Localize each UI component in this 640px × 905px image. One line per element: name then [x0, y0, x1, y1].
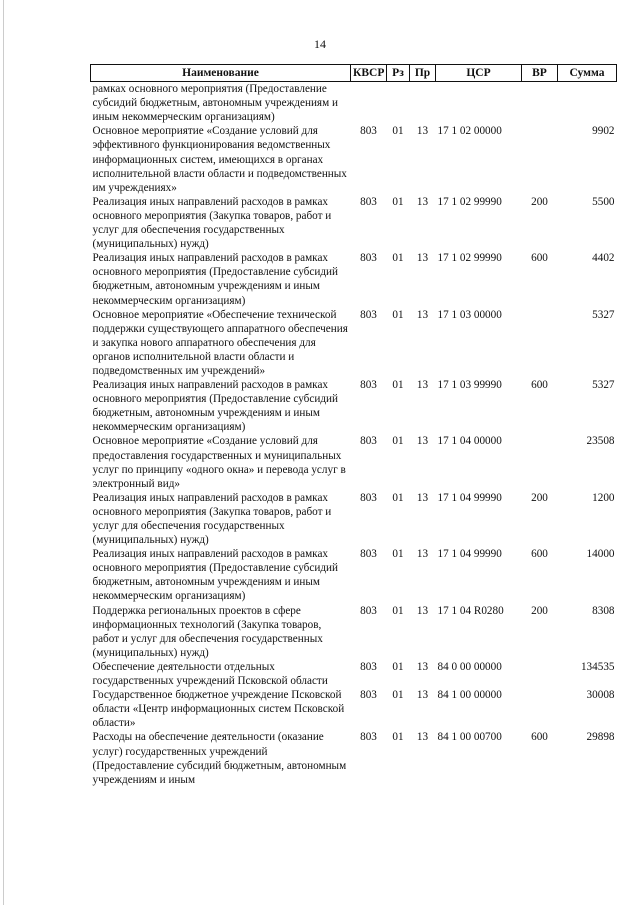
row-name-cell: Реализация иных направлений расходов в рамках основного мероприятия (Предоставление субсидий бюджетным, автономным учреждениям и иным некоммерческим организациям) — [92, 252, 338, 307]
row-vr-cell — [522, 660, 558, 688]
row-vr-cell — [522, 688, 558, 730]
row-csr-cell: 17 1 04 99990 — [437, 548, 502, 561]
row-sum-cell: 134535 — [580, 660, 615, 673]
row-name-cell: Государственное бюджетное учреждение Псковской области «Центр информационных систем Псковской области» — [92, 689, 345, 730]
row-rz-cell: 01 — [392, 491, 404, 504]
table-row — [91, 124, 617, 194]
row-kvsr-cell: 803 — [360, 195, 377, 208]
row-rz-cell: 01 — [392, 604, 404, 617]
table-row — [91, 195, 617, 251]
row-csr-cell — [436, 82, 522, 125]
row-name-cell: Реализация иных направлений расходов в рамках основного мероприятия (Предоставление субсидий бюджетным, автономным учреждениям и иным некоммерческим организациям) — [92, 548, 338, 603]
table-row — [91, 730, 617, 786]
table-row — [91, 308, 617, 378]
row-vr-cell: 600 — [531, 379, 548, 392]
row-kvsr-cell: 803 — [360, 731, 377, 744]
header-vr: ВР — [522, 65, 558, 82]
row-kvsr-cell: 803 — [360, 308, 377, 321]
table-header — [91, 65, 617, 82]
row-kvsr-cell: 803 — [360, 125, 377, 138]
row-sum-cell: 4402 — [592, 252, 615, 265]
row-sum-cell: 8308 — [592, 604, 615, 617]
header-sum: Сумма — [558, 65, 617, 82]
row-csr-cell: 17 1 02 99990 — [437, 252, 502, 265]
row-name-cell: Реализация иных направлений расходов в рамках основного мероприятия (Закупка товаров, работ и услуг для обеспечения государственных (муниципальных) нужд) — [92, 195, 332, 251]
row-name-cell: Реализация иных направлений расходов в рамках основного мероприятия (Закупка товаров, работ и услуг для обеспечения государственных (муниципальных) нужд) — [92, 491, 332, 547]
row-csr-cell: 17 1 03 00000 — [437, 308, 502, 321]
row-sum-cell: 5327 — [592, 308, 615, 321]
row-vr-cell — [522, 434, 558, 490]
row-rz-cell: 01 — [392, 125, 404, 138]
row-rz-cell: 01 — [392, 660, 404, 673]
table-row — [91, 82, 617, 125]
row-vr-cell: 200 — [531, 195, 548, 208]
row-name-cell: Основное мероприятие «Создание условий для предоставления государственных и муниципальных услуг по принципу «одного окна» и перевода услуг в электронный вид» — [92, 435, 346, 490]
row-sum-cell: 5327 — [592, 379, 615, 392]
row-sum-cell: 9902 — [592, 125, 615, 138]
row-sum-cell: 1200 — [592, 491, 615, 504]
table-row — [91, 491, 617, 547]
row-name-cell: Обеспечение деятельности отдельных государственных учреждений Псковской области — [92, 660, 328, 688]
row-rz-cell: 01 — [392, 252, 404, 265]
row-name-cell: рамках основного мероприятия (Предоставление субсидий бюджетным, автономным учреждениям и иным некоммерческим организациям) — [92, 83, 338, 124]
row-pr-cell — [410, 82, 436, 125]
row-csr-cell: 17 1 02 99990 — [437, 195, 502, 208]
row-rz-cell: 01 — [392, 548, 404, 561]
row-kvsr-cell: 803 — [360, 604, 377, 617]
row-kvsr-cell: 803 — [360, 252, 377, 265]
row-pr-cell: 13 — [416, 195, 429, 208]
row-kvsr-cell — [351, 82, 387, 125]
row-pr-cell: 13 — [416, 435, 429, 448]
header-rz: Рз — [387, 65, 410, 82]
row-pr-cell: 13 — [416, 604, 429, 617]
header-name: Наименование — [91, 65, 351, 82]
row-rz-cell: 01 — [392, 308, 404, 321]
row-kvsr-cell: 803 — [360, 435, 377, 448]
row-vr-cell: 200 — [531, 604, 548, 617]
row-pr-cell: 13 — [416, 252, 429, 265]
row-vr-cell — [522, 308, 558, 378]
row-pr-cell: 13 — [416, 548, 429, 561]
row-rz-cell: 01 — [392, 195, 404, 208]
row-csr-cell: 84 1 00 00700 — [437, 731, 502, 744]
row-pr-cell: 13 — [416, 660, 429, 673]
row-pr-cell: 13 — [416, 379, 429, 392]
row-name-cell: Поддержка региональных проектов в сфере информационных технологий (Закупка товаров, работ и услуг для обеспечения государственных (муниципальных) нужд) — [92, 604, 323, 659]
row-kvsr-cell: 803 — [360, 379, 377, 392]
row-vr-cell: 600 — [531, 731, 548, 744]
row-rz-cell — [387, 82, 410, 125]
row-kvsr-cell: 803 — [360, 660, 377, 673]
row-vr-cell: 200 — [531, 491, 548, 504]
row-kvsr-cell: 803 — [360, 689, 377, 702]
row-rz-cell: 01 — [392, 731, 404, 744]
table-row — [91, 434, 617, 490]
row-kvsr-cell: 803 — [360, 491, 377, 504]
table-body — [91, 82, 617, 787]
table-row — [91, 660, 617, 688]
row-sum-cell: 30008 — [586, 689, 615, 702]
table-row — [91, 251, 617, 307]
row-rz-cell: 01 — [392, 689, 404, 702]
row-vr-cell — [522, 124, 558, 194]
row-name-cell: Расходы на обеспечение деятельности (оказание услуг) государственных учреждений (Предоставление субсидий бюджетным, автономным учреждениям и иным — [92, 731, 347, 786]
row-csr-cell: 17 1 04 R0280 — [437, 604, 504, 617]
row-pr-cell: 13 — [416, 689, 429, 702]
row-rz-cell: 01 — [392, 435, 404, 448]
row-sum-cell — [558, 82, 617, 125]
row-vr-cell: 600 — [531, 548, 548, 561]
row-vr-cell — [522, 82, 558, 125]
header-pr: Пр — [410, 65, 436, 82]
header-csr: ЦСР — [436, 65, 522, 82]
header-kvsr: КВСР — [351, 65, 387, 82]
row-name-cell: Реализация иных направлений расходов в рамках основного мероприятия (Предоставление субсидий бюджетным, автономным учреждениям и иным некоммерческим организациям) — [92, 379, 338, 434]
row-rz-cell: 01 — [392, 379, 404, 392]
row-vr-cell: 600 — [531, 252, 548, 265]
table-row — [91, 547, 617, 603]
budget-table — [90, 64, 617, 787]
row-kvsr-cell: 803 — [360, 548, 377, 561]
page-number: 14 — [314, 37, 326, 51]
row-csr-cell: 17 1 04 99990 — [437, 491, 502, 504]
row-pr-cell: 13 — [416, 308, 429, 321]
row-csr-cell: 84 0 00 00000 — [437, 660, 502, 673]
row-sum-cell: 23508 — [586, 435, 615, 448]
row-name-cell: Основное мероприятие «Создание условий для эффективного функционирования ведомственных информационных систем, имеющихся в органах исполнительной власти области и подведомственных им учреждениях» — [92, 125, 347, 194]
row-csr-cell: 84 1 00 00000 — [437, 689, 502, 702]
row-sum-cell: 29898 — [586, 731, 615, 744]
row-csr-cell: 17 1 03 99990 — [437, 379, 502, 392]
table-row — [91, 604, 617, 660]
row-csr-cell: 17 1 04 00000 — [437, 435, 502, 448]
row-pr-cell: 13 — [416, 731, 429, 744]
row-pr-cell: 13 — [416, 491, 429, 504]
table-row — [91, 688, 617, 730]
row-sum-cell: 5500 — [592, 195, 615, 208]
row-name-cell: Основное мероприятие «Обеспечение технической поддержки существующего аппаратного обеспечения и закупка нового аппаратного обеспечения для органов исполнительной власти области и подведомственных им учреждений» — [92, 308, 348, 377]
row-csr-cell: 17 1 02 00000 — [437, 125, 502, 138]
table-row — [91, 378, 617, 434]
row-sum-cell: 14000 — [586, 548, 615, 561]
scan-edge-line — [3, 0, 4, 905]
row-pr-cell: 13 — [416, 125, 429, 138]
